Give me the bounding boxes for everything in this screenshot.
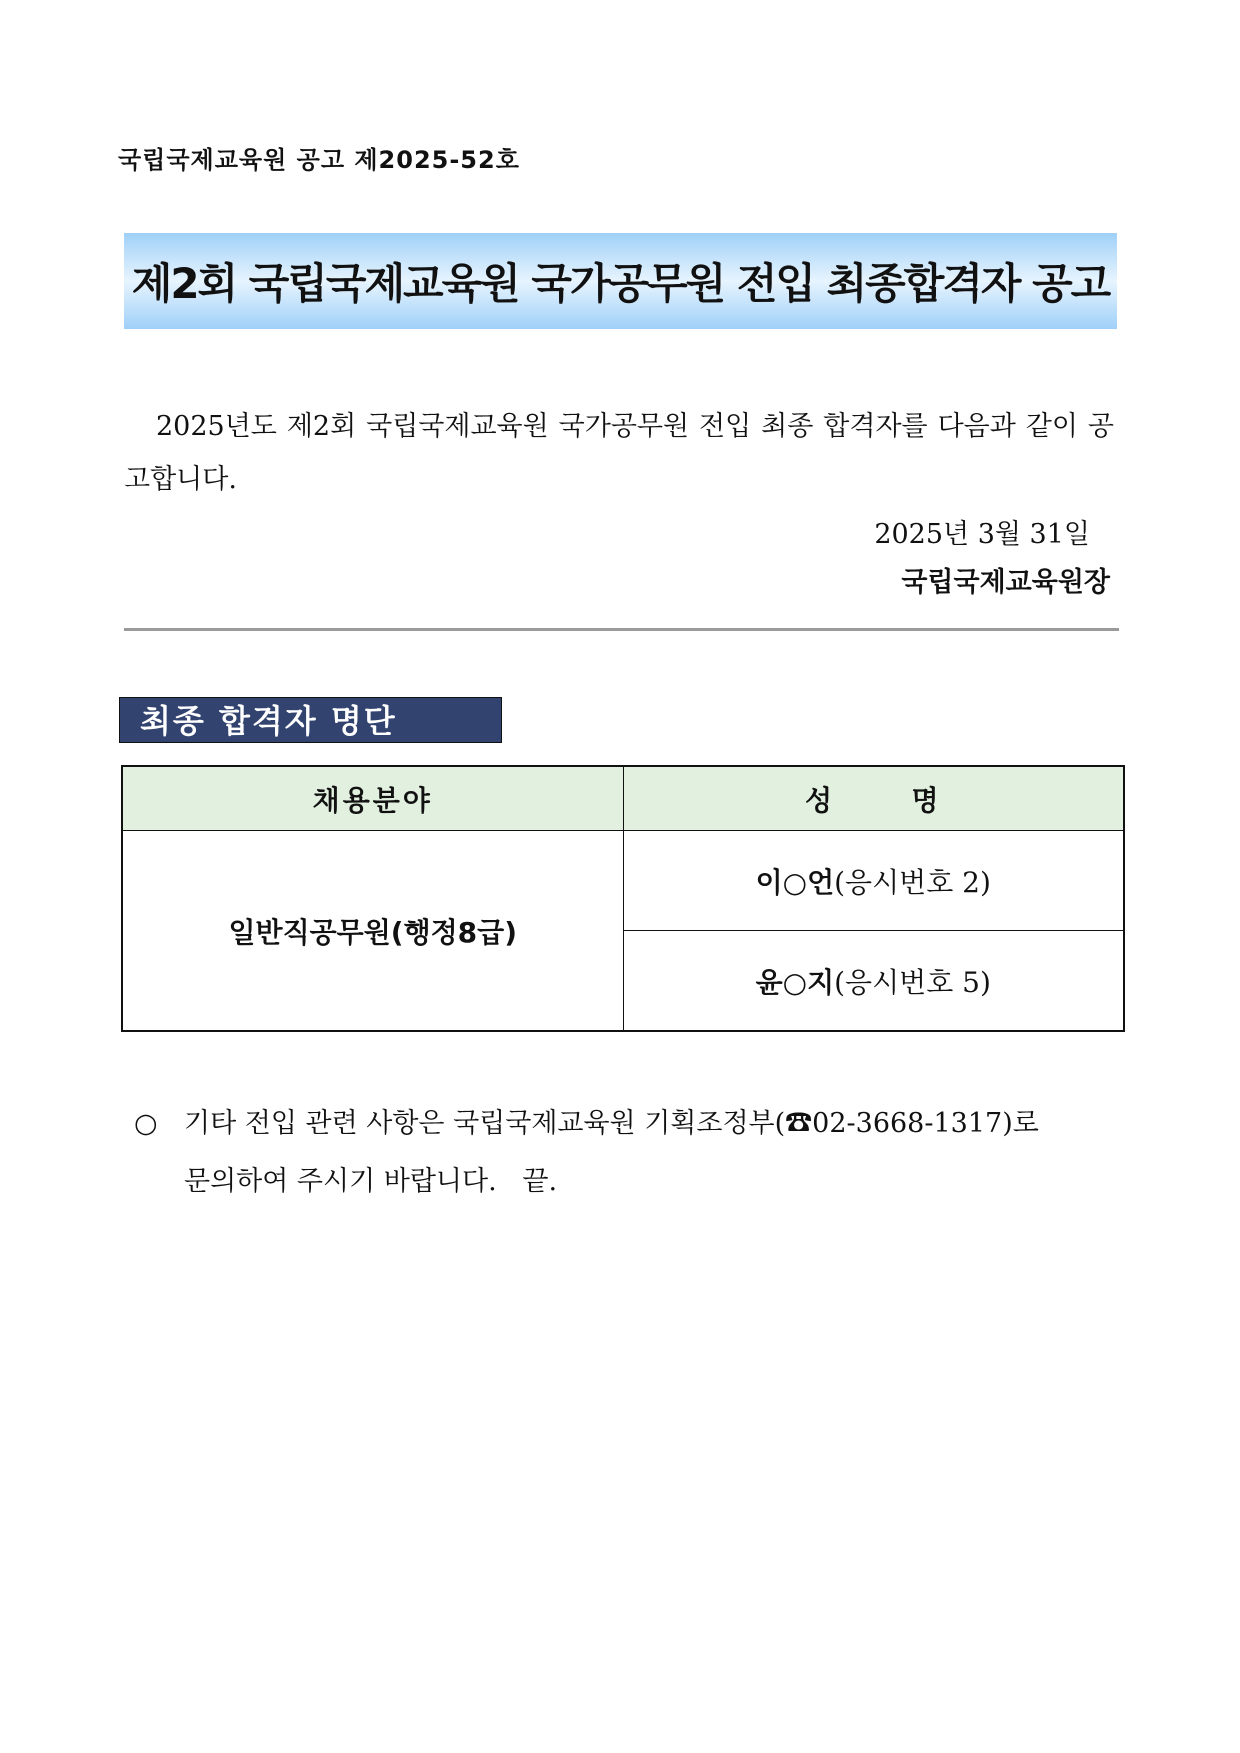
circle-bullet-icon: ○: [134, 1108, 158, 1139]
applicant-cell: [623, 831, 1124, 931]
divider-line: [124, 628, 1119, 631]
contact-note-text-1: 기타 전입 관련 사항은 국립국제교육원 기획조정부(☎02-3668-1317)로: [184, 1108, 1039, 1139]
header-name: 성 명: [623, 766, 1124, 831]
successful-applicants-table: [121, 765, 1125, 1032]
contact-note: [134, 1095, 1134, 1211]
section-heading: 최종 합격자 명단: [119, 697, 502, 743]
applicant-cell: [623, 931, 1124, 1032]
issuer-name: 국립국제교육원장: [901, 567, 1110, 598]
applicant-name: 이○언: [755, 865, 835, 899]
contact-note-line-2: 문의하여 주시기 바랍니다. 끝.: [184, 1166, 558, 1197]
document-title: 제2회 국립국제교육원 국가공무원 전입 최종합격자 공고: [131, 259, 1110, 308]
field-cell: 일반직공무원(행정8급): [122, 831, 623, 1032]
header-field: 채용분야: [122, 766, 623, 831]
applicant-number: (응시번호 2): [834, 865, 991, 899]
notice-number: 국립국제교육원 공고 제2025-52호: [118, 146, 520, 174]
table-header-row: [122, 766, 1124, 831]
intro-paragraph: 2025년도 제2회 국립국제교육원 국가공무원 전입 최종 합격자를 다음과 같이 공고합니다.: [124, 411, 1114, 495]
title-banner: [124, 233, 1117, 329]
announcement-date: 2025년 3월 31일: [874, 519, 1090, 550]
table-row: [122, 831, 1124, 931]
applicant-number: (응시번호 5): [834, 965, 991, 999]
contact-note-line-1: [134, 1095, 1134, 1153]
applicant-name: 윤○지: [755, 965, 835, 999]
